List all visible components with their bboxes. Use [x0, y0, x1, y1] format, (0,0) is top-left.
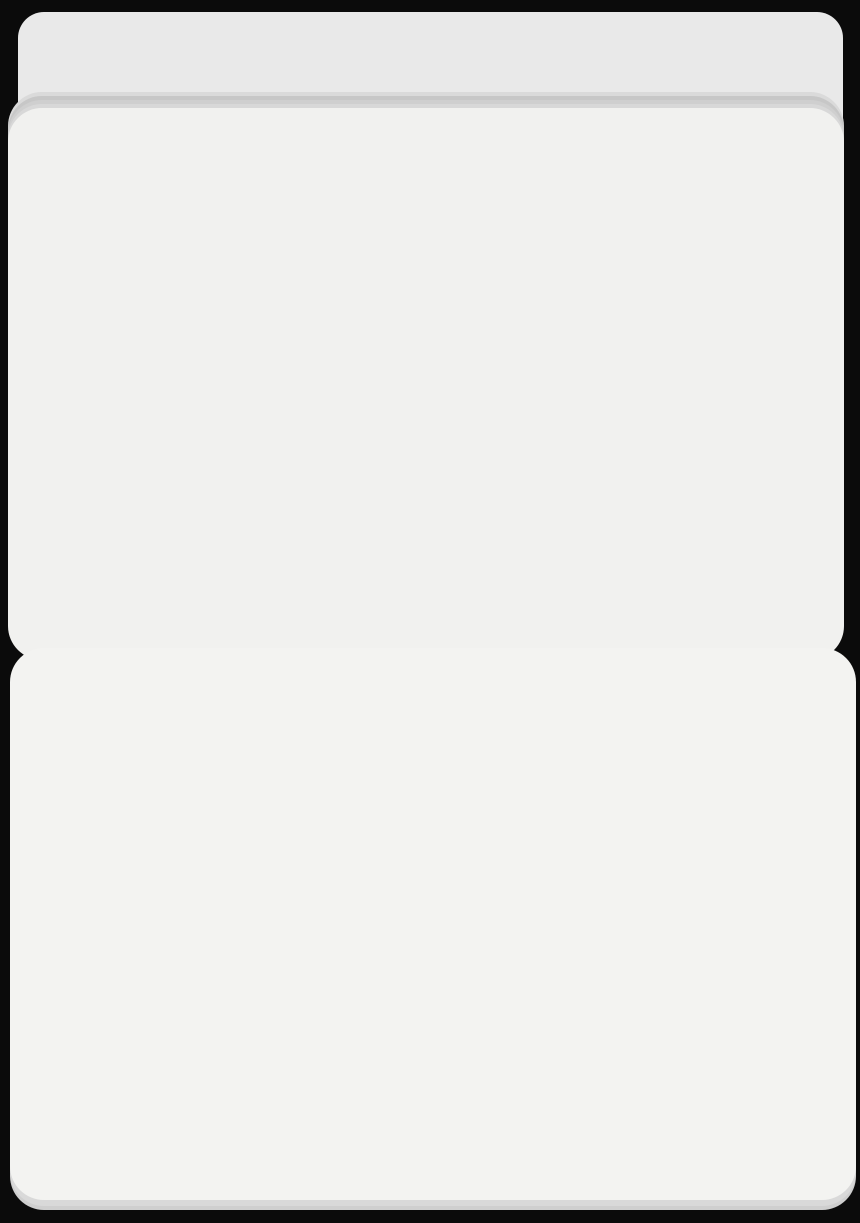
bottom-page — [10, 648, 856, 1200]
top-page — [8, 108, 844, 660]
